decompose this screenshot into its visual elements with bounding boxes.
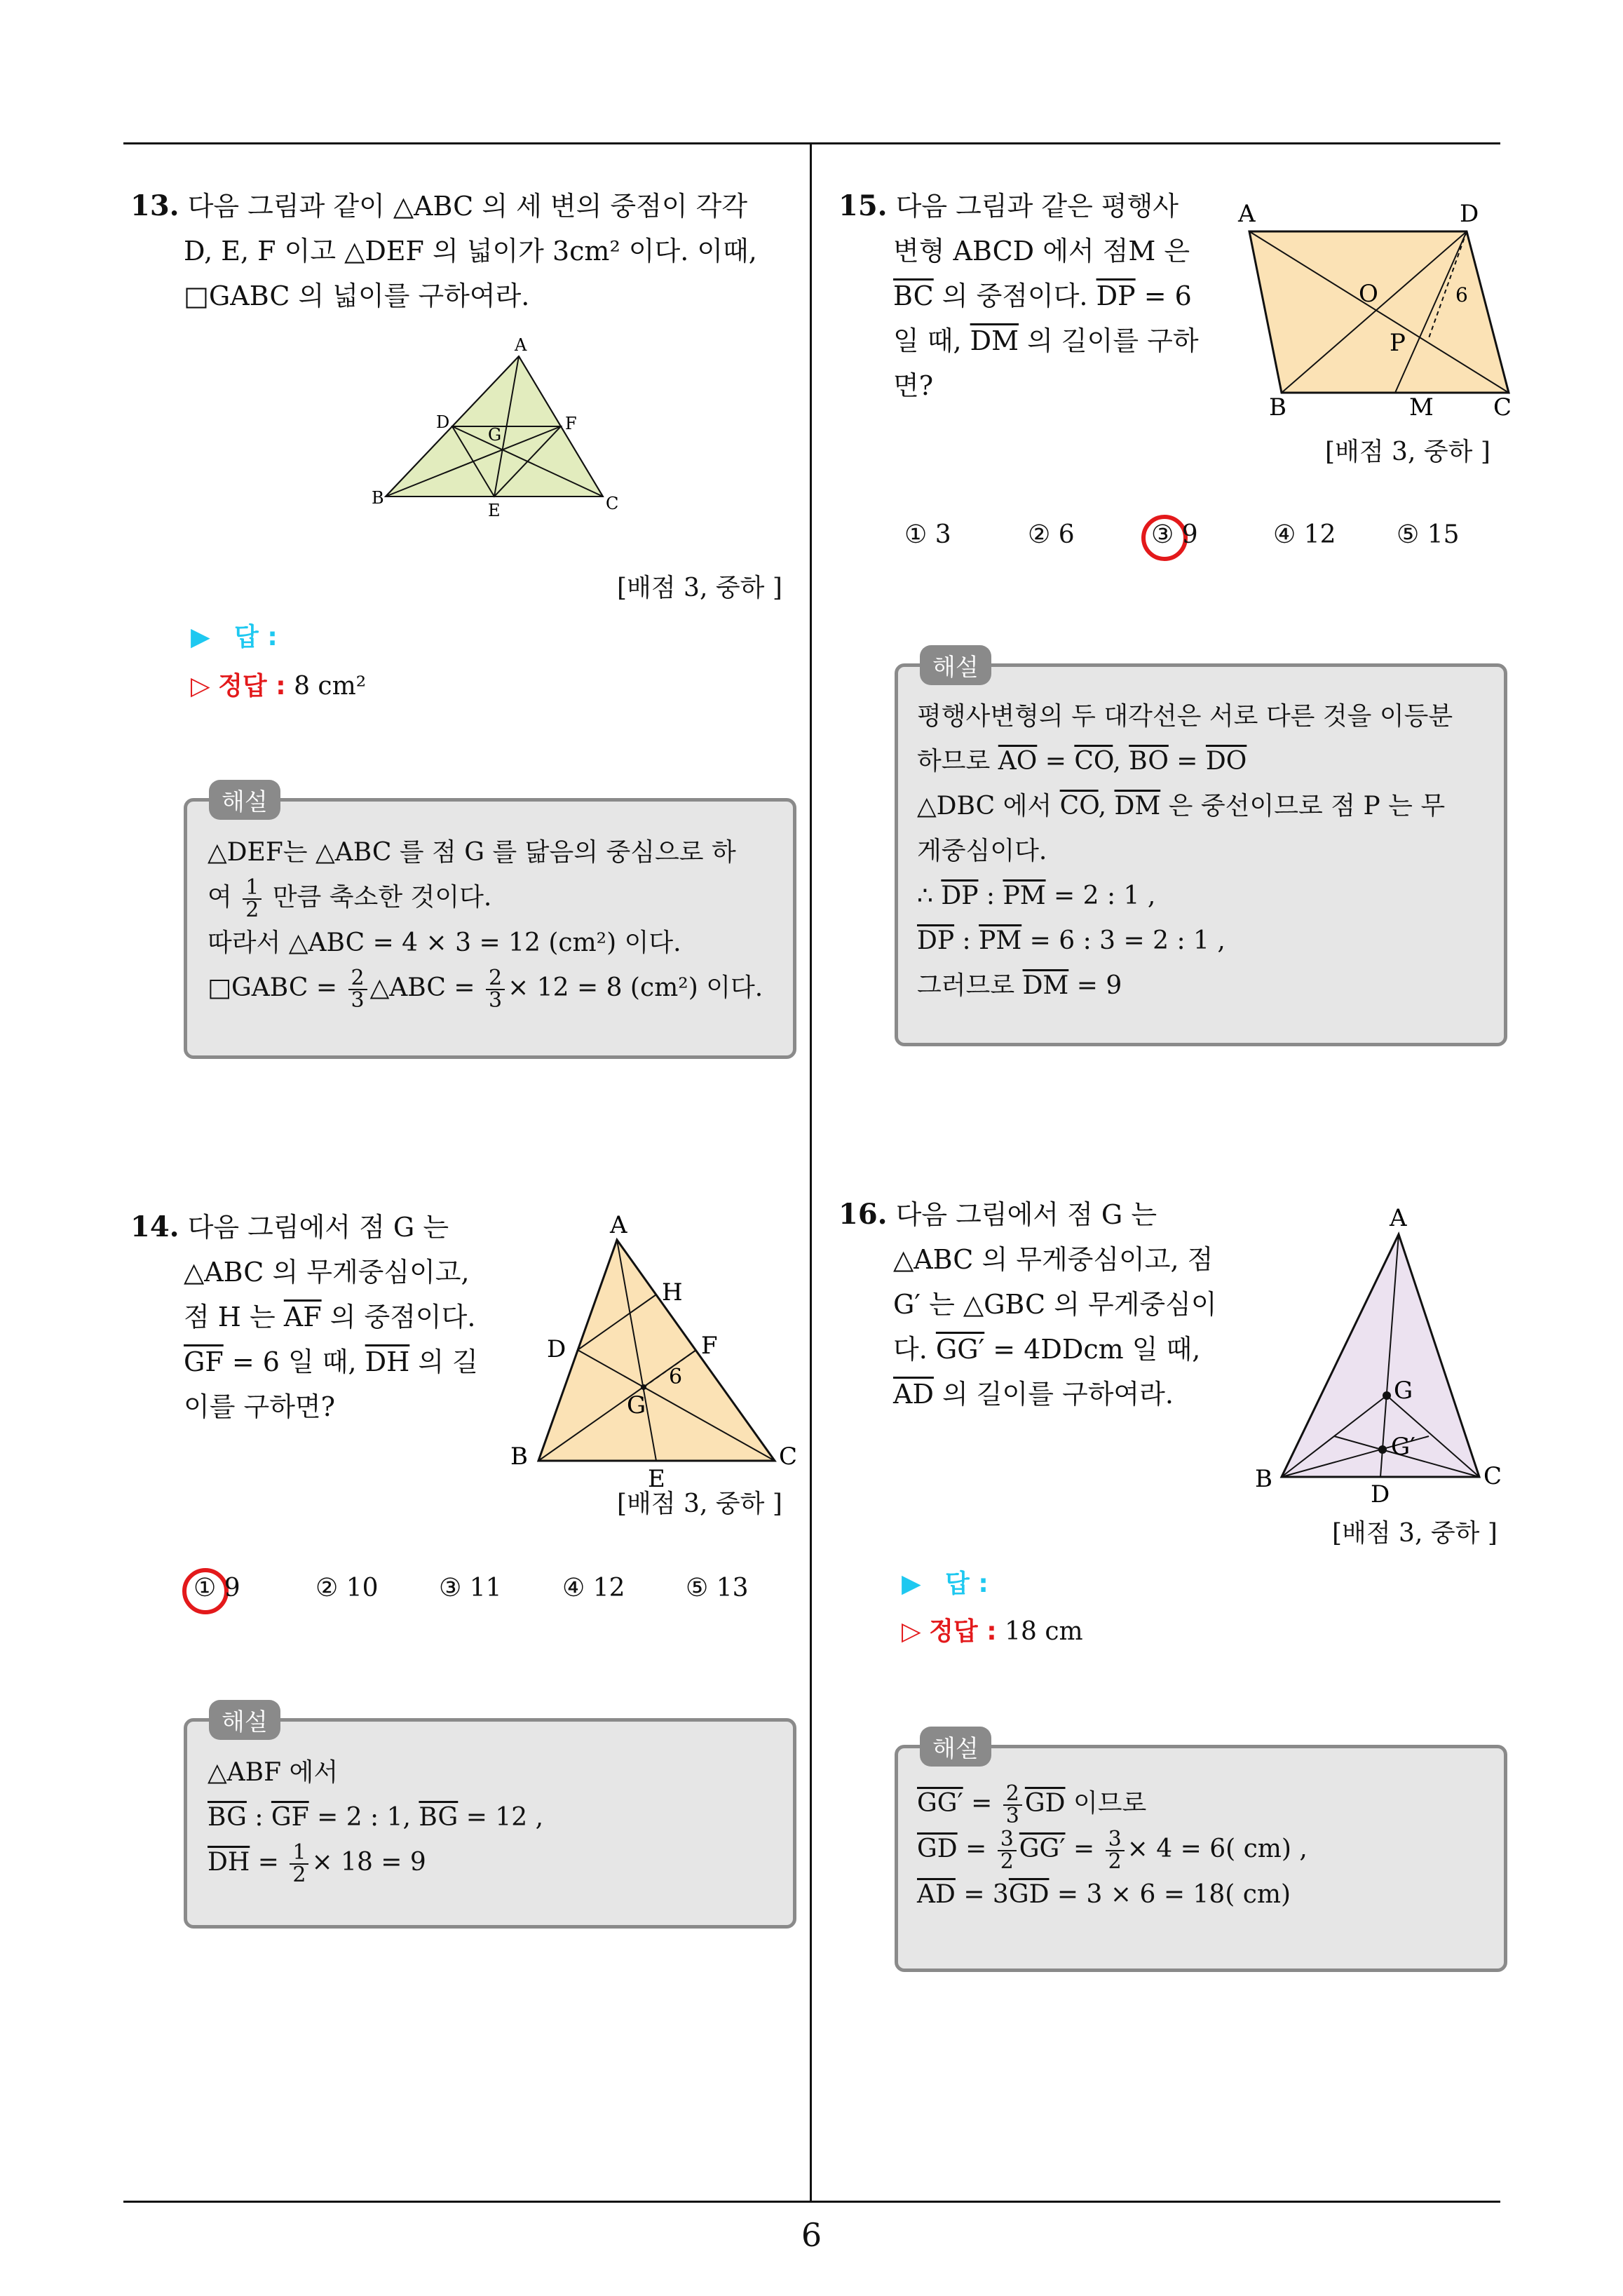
q14-sol-line3: $\overline{DH}$ = $\frac{1}{2}$ × 18 = 9	[208, 1840, 426, 1887]
q13-solution-text	[208, 830, 782, 1011]
q14-line4: $\overline{GF} = 6$ 일 때, $\overline{DH}$ 의 길	[184, 1346, 478, 1377]
q13-line3: □GABC 의 넓이를 구하여라.	[184, 281, 530, 311]
answer-arrow-icon: ▶	[902, 1569, 921, 1598]
page-number: 6	[801, 2216, 822, 2254]
q13-sol-line2: 여 $\frac{1}{2}$ 만큼 축소한 것이다.	[208, 875, 492, 922]
q15-choice-1[interactable]: ① 3	[904, 520, 951, 549]
q15-sol-line4: 게중심이다.	[917, 837, 1047, 865]
q14-solution-text	[208, 1750, 782, 1886]
q16-sol-line1: GG′ = $\frac{2}{3}$ $\overline{GD}$ 이므로	[917, 1781, 1147, 1828]
q15-line1: 다음 그림과 같은 평행사	[895, 191, 1179, 222]
q14-label-c: C	[779, 1443, 798, 1471]
q14-meta: [배점 3, 중하 ]	[617, 1490, 782, 1518]
q15-sol-line1: 평행사변형의 두 대각선은 서로 다른 것을 이등분	[917, 702, 1453, 731]
q16-sol-line2: $\overline{GD}$ = $\frac{3}{2}$ GG′ = $\frac{3}{2}$ × 4 = 6( cm) ,	[917, 1827, 1308, 1874]
q14-choice-5[interactable]: ⑤ 13	[686, 1574, 749, 1602]
q14-line5: 이를 구하면?	[184, 1391, 335, 1422]
q15-sol-line3: △DBC 에서 $\overline{CO}$, $\overline{DM}$ 은 중선이므로 점 P 는 무	[917, 792, 1446, 821]
q15-sol-line7: 그러므로 $\overline{DM} = 9$	[917, 971, 1122, 1000]
q15-line3: $\overline{BC}$ 의 중점이다. $\overline{DP} = 6$	[893, 281, 1192, 311]
q14-label-b: B	[510, 1443, 528, 1471]
q15-sol-line5: ∴ $\overline{DP}$ : $\overline{PM} = 2$ : 1 ,	[917, 882, 1156, 910]
q15-solution-tag: 해설	[920, 645, 991, 685]
q14-sol-line1: △ABF 에서	[208, 1758, 339, 1787]
q15-sol-line6: $\overline{DP}$ : $\overline{PM} = 6$ : 3 = 2 : 1 ,	[917, 926, 1225, 955]
q15-line5: 면?	[893, 370, 934, 401]
q15-label-p: P	[1390, 329, 1406, 357]
q14-line2: △ABC 의 무게중심이고,	[184, 1257, 470, 1288]
q15-number: 15.	[838, 189, 888, 222]
q14-choice-2[interactable]: ② 10	[315, 1574, 379, 1602]
q13-label-a: A	[515, 335, 527, 355]
q15-solution-text	[917, 694, 1499, 1008]
q16-label-g: G	[1394, 1377, 1413, 1405]
q13-label-e: E	[488, 501, 501, 520]
q14-stem	[130, 1205, 495, 1429]
q14-label-d: D	[547, 1335, 566, 1363]
bottom-rule	[123, 2201, 1500, 2203]
correct-arrow-icon: ▷	[191, 672, 210, 701]
q14-line1: 다음 그림에서 점 G 는	[187, 1212, 449, 1243]
q16-label-g-prime: G′	[1391, 1433, 1415, 1461]
top-rule	[123, 142, 1500, 144]
answer-arrow-icon: ▶	[191, 623, 210, 651]
q14-solution-tag: 해설	[209, 1700, 280, 1740]
q16-correct-value: 18 cm	[1005, 1617, 1083, 1646]
q15-stem	[838, 184, 1203, 408]
q16-line3: G′ 는 △GBC 의 무게중심이	[893, 1289, 1217, 1320]
q16-correct-label: 정답 :	[929, 1617, 997, 1646]
q13-correct-value: 8 cm²	[294, 672, 367, 701]
q15-figure	[1220, 196, 1514, 428]
q15-meta: [배점 3, 중하 ]	[1325, 438, 1490, 466]
q15-label-six: 6	[1455, 283, 1468, 306]
q14-choice-1[interactable]: ① 9	[193, 1574, 240, 1602]
correct-arrow-icon: ▷	[902, 1617, 921, 1646]
q16-solution-tag: 해설	[920, 1727, 991, 1767]
q13-correct-row	[191, 666, 366, 702]
q14-label-f: F	[701, 1332, 718, 1360]
q13-label-c: C	[606, 494, 619, 513]
q14-label-h: H	[662, 1278, 683, 1306]
q13-solution-tag: 해설	[209, 780, 280, 820]
q15-label-b: B	[1269, 393, 1286, 421]
q14-choice-3[interactable]: ③ 11	[439, 1574, 502, 1602]
column-divider	[810, 142, 812, 2203]
q16-line4: 다. GG′ = 4DDcm 일 때,	[893, 1334, 1201, 1365]
q16-number: 16.	[838, 1198, 888, 1231]
q16-answer-row	[902, 1564, 989, 1600]
q14-label-a: A	[610, 1211, 627, 1239]
q15-sol-line2: 하므로 $\overline{AO} = \overline{CO}$, $\overline{BO} = \overline{DO}$	[917, 747, 1247, 776]
q13-label-f: F	[565, 414, 577, 433]
q13-meta: [배점 3, 중하 ]	[617, 574, 782, 602]
q13-label-g: G	[488, 425, 502, 445]
q16-label-a: A	[1390, 1204, 1407, 1232]
q15-label-m: M	[1409, 393, 1434, 421]
q13-sol-line1: △DEF는 △ABC 를 점 G 를 닮음의 중심으로 하	[208, 838, 736, 867]
q14-label-e: E	[648, 1465, 665, 1493]
q16-correct-row	[902, 1612, 1083, 1647]
q13-figure	[372, 335, 617, 518]
q13-answer-row	[191, 617, 278, 653]
q15-line2: 변형 ABCD 에서 점M 은	[893, 236, 1190, 266]
q15-line4: 일 때, $\overline{DM}$ 의 길이를 구하	[893, 325, 1199, 356]
q13-sol-line3: 따라서 △ABC = 4 × 3 = 12 (cm²) 이다.	[208, 928, 681, 957]
q14-label-g: G	[627, 1391, 646, 1419]
q13-number: 13.	[130, 189, 179, 222]
q16-stem	[838, 1192, 1231, 1417]
q16-line1: 다음 그림에서 점 G 는	[895, 1199, 1157, 1230]
q15-choice-4[interactable]: ④ 12	[1273, 520, 1336, 549]
q13-line2: D, E, F 이고 △DEF 의 넓이가 3cm² 이다. 이때,	[184, 236, 757, 266]
q13-stem	[130, 184, 803, 318]
q16-line2: △ABC 의 무게중심이고, 점	[893, 1244, 1214, 1275]
q14-figure	[503, 1211, 812, 1493]
q15-choice-5[interactable]: ⑤ 15	[1397, 520, 1460, 549]
q13-sol-fraction: $\frac{1}{2}$	[243, 877, 262, 921]
q14-choice-4[interactable]: ④ 12	[562, 1574, 625, 1602]
q16-label-b: B	[1255, 1465, 1272, 1493]
q16-meta: [배점 3, 중하 ]	[1332, 1519, 1498, 1548]
q13-line1: 다음 그림과 같이 △ABC 의 세 변의 중점이 각각	[187, 191, 748, 222]
q16-label-d: D	[1371, 1480, 1390, 1508]
q14-label-six: 6	[669, 1365, 683, 1389]
q15-label-d: D	[1460, 200, 1479, 228]
q15-label-a: A	[1238, 200, 1256, 228]
q13-label-b: B	[372, 488, 384, 508]
q16-figure	[1248, 1198, 1514, 1506]
q15-choice-3[interactable]: ③ 9	[1151, 520, 1198, 549]
q14-number: 14.	[130, 1210, 179, 1243]
q13-sol-line4: □GABC = $\frac{2}{3}$ △ABC = $\frac{2}{3}$ × 12 = 8 (cm²) 이다.	[208, 966, 763, 1013]
q16-answer-label: 답 :	[945, 1569, 989, 1598]
q13-correct-label: 정답 :	[218, 672, 286, 701]
q14-line3: 점 H 는 $\overline{AF}$ 의 중점이다.	[184, 1302, 476, 1332]
q14-sol-line2: $\overline{BG}$ : $\overline{GF} = 2$ : 1, $\overline{BG} = 12$ ,	[208, 1803, 544, 1832]
q16-line5: $\overline{AD}$ 의 길이를 구하여라.	[893, 1379, 1174, 1410]
q16-label-c: C	[1483, 1462, 1502, 1490]
q16-solution-text	[917, 1781, 1499, 1917]
q13-label-d: D	[436, 412, 450, 432]
q15-choice-2[interactable]: ② 6	[1028, 520, 1075, 549]
q15-label-o: O	[1359, 280, 1378, 308]
q13-answer-label: 답 :	[234, 623, 278, 651]
q16-sol-line3: $\overline{AD} = 3\overline{GD} = 3 \times 6 = 18$( cm)	[917, 1880, 1291, 1909]
q15-label-c: C	[1493, 393, 1512, 421]
